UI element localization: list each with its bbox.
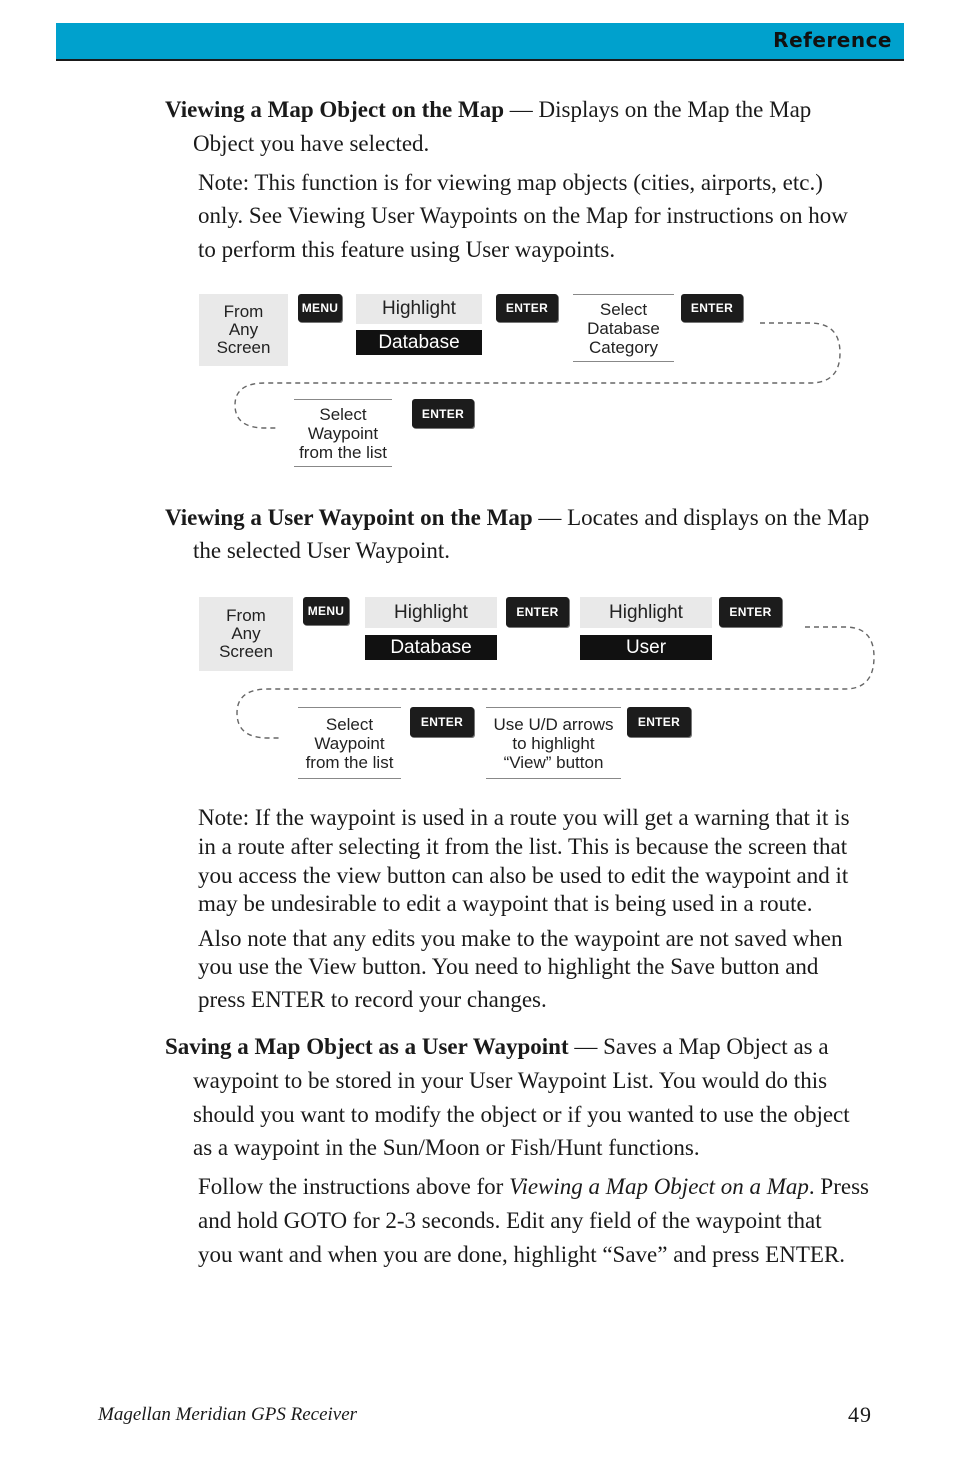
section2-heading [165, 501, 875, 535]
section1-desc-line2: Object you have selected. [193, 131, 430, 156]
user-option: User [580, 635, 712, 660]
database-option: Database [356, 330, 482, 355]
section3-desc-line2: waypoint to be stored in your User Waypoint List. You would do this [193, 1068, 828, 1093]
from-any-screen-box: From Any Screen [199, 294, 288, 366]
section3-heading [165, 1030, 875, 1064]
note2-line6: you use the View button. You need to highlight the Save button and [198, 954, 819, 979]
menu-key: MENU [303, 597, 349, 625]
note2-line3: you access the view button can also be used to edit the waypoint and it [198, 863, 849, 888]
note2-line2: in a route after selecting it from the list. This is because the screen that [198, 834, 848, 859]
note2-line4: may be undesirable to edit a waypoint that is being used in a route. [198, 891, 813, 916]
enter-key: ENTER [681, 294, 743, 322]
enter-key: ENTER [627, 707, 691, 737]
select-waypoint-step: Select Waypoint from the list [294, 399, 392, 467]
section2-title: Viewing a User Waypoint on the Map [165, 505, 533, 530]
section3-follow-line2: and hold GOTO for 2-3 seconds. Edit any field of the waypoint that [198, 1208, 822, 1233]
highlight-label: Highlight [356, 294, 482, 324]
enter-key: ENTER [719, 597, 782, 627]
select-database-category-step: Select Database Category [573, 294, 674, 362]
menu-key: MENU [298, 294, 342, 322]
section3-follow-line1 [198, 1170, 870, 1204]
note2-line1: Note: If the waypoint is used in a route you will get a warning that it is [198, 805, 850, 830]
section1-note-line1: Note: This function is for viewing map objects (cities, airports, etc.) [198, 170, 823, 195]
section2-desc-line2: the selected User Waypoint. [193, 538, 451, 563]
follow-text-pre: Follow the instructions above for [198, 1174, 510, 1199]
highlight-label: Highlight [365, 597, 497, 628]
section1-desc-line1: — Displays on the Map the Map [504, 97, 812, 122]
footer-manual-title: Magellan Meridian GPS Receiver [98, 1404, 358, 1425]
note2-line5: Also note that any edits you make to the waypoint are not saved when [198, 926, 843, 951]
enter-key: ENTER [496, 294, 558, 322]
select-waypoint-step: Select Waypoint from the list [298, 707, 401, 779]
from-any-screen-box: From Any Screen [199, 597, 293, 671]
section3-desc-line3: should you want to modify the object or if you wanted to use the object [193, 1102, 850, 1127]
use-arrows-view-step: Use U/D arrows to highlight “View” button [486, 707, 621, 779]
section1-note-line2: only. See Viewing User Waypoints on the Map for instructions on how [198, 203, 848, 228]
section3-follow-line3: you want and when you are done, highlight “Save” and press ENTER. [198, 1242, 846, 1267]
enter-key: ENTER [412, 399, 474, 428]
follow-text-italic: Viewing a Map Object on a Map [509, 1174, 809, 1199]
section3-desc-line1: — Saves a Map Object as a [568, 1034, 829, 1059]
enter-key: ENTER [410, 707, 474, 737]
section3-title: Saving a Map Object as a User Waypoint [165, 1034, 569, 1059]
section2-desc-line1: — Locates and displays on the Map [532, 505, 870, 530]
page-number: 49 [848, 1402, 872, 1427]
section3-desc-line4: as a waypoint in the Sun/Moon or Fish/Hunt functions. [193, 1135, 700, 1160]
section1-title: Viewing a Map Object on the Map [165, 97, 505, 122]
section-title: Reference [773, 28, 892, 52]
database-option: Database [365, 635, 497, 660]
highlight-label: Highlight [580, 597, 712, 628]
enter-key: ENTER [506, 597, 569, 627]
note2-line7: press ENTER to record your changes. [198, 987, 547, 1012]
follow-text-post: . Press [808, 1174, 869, 1199]
section1-note-line3: to perform this feature using User waypoints. [198, 237, 616, 262]
